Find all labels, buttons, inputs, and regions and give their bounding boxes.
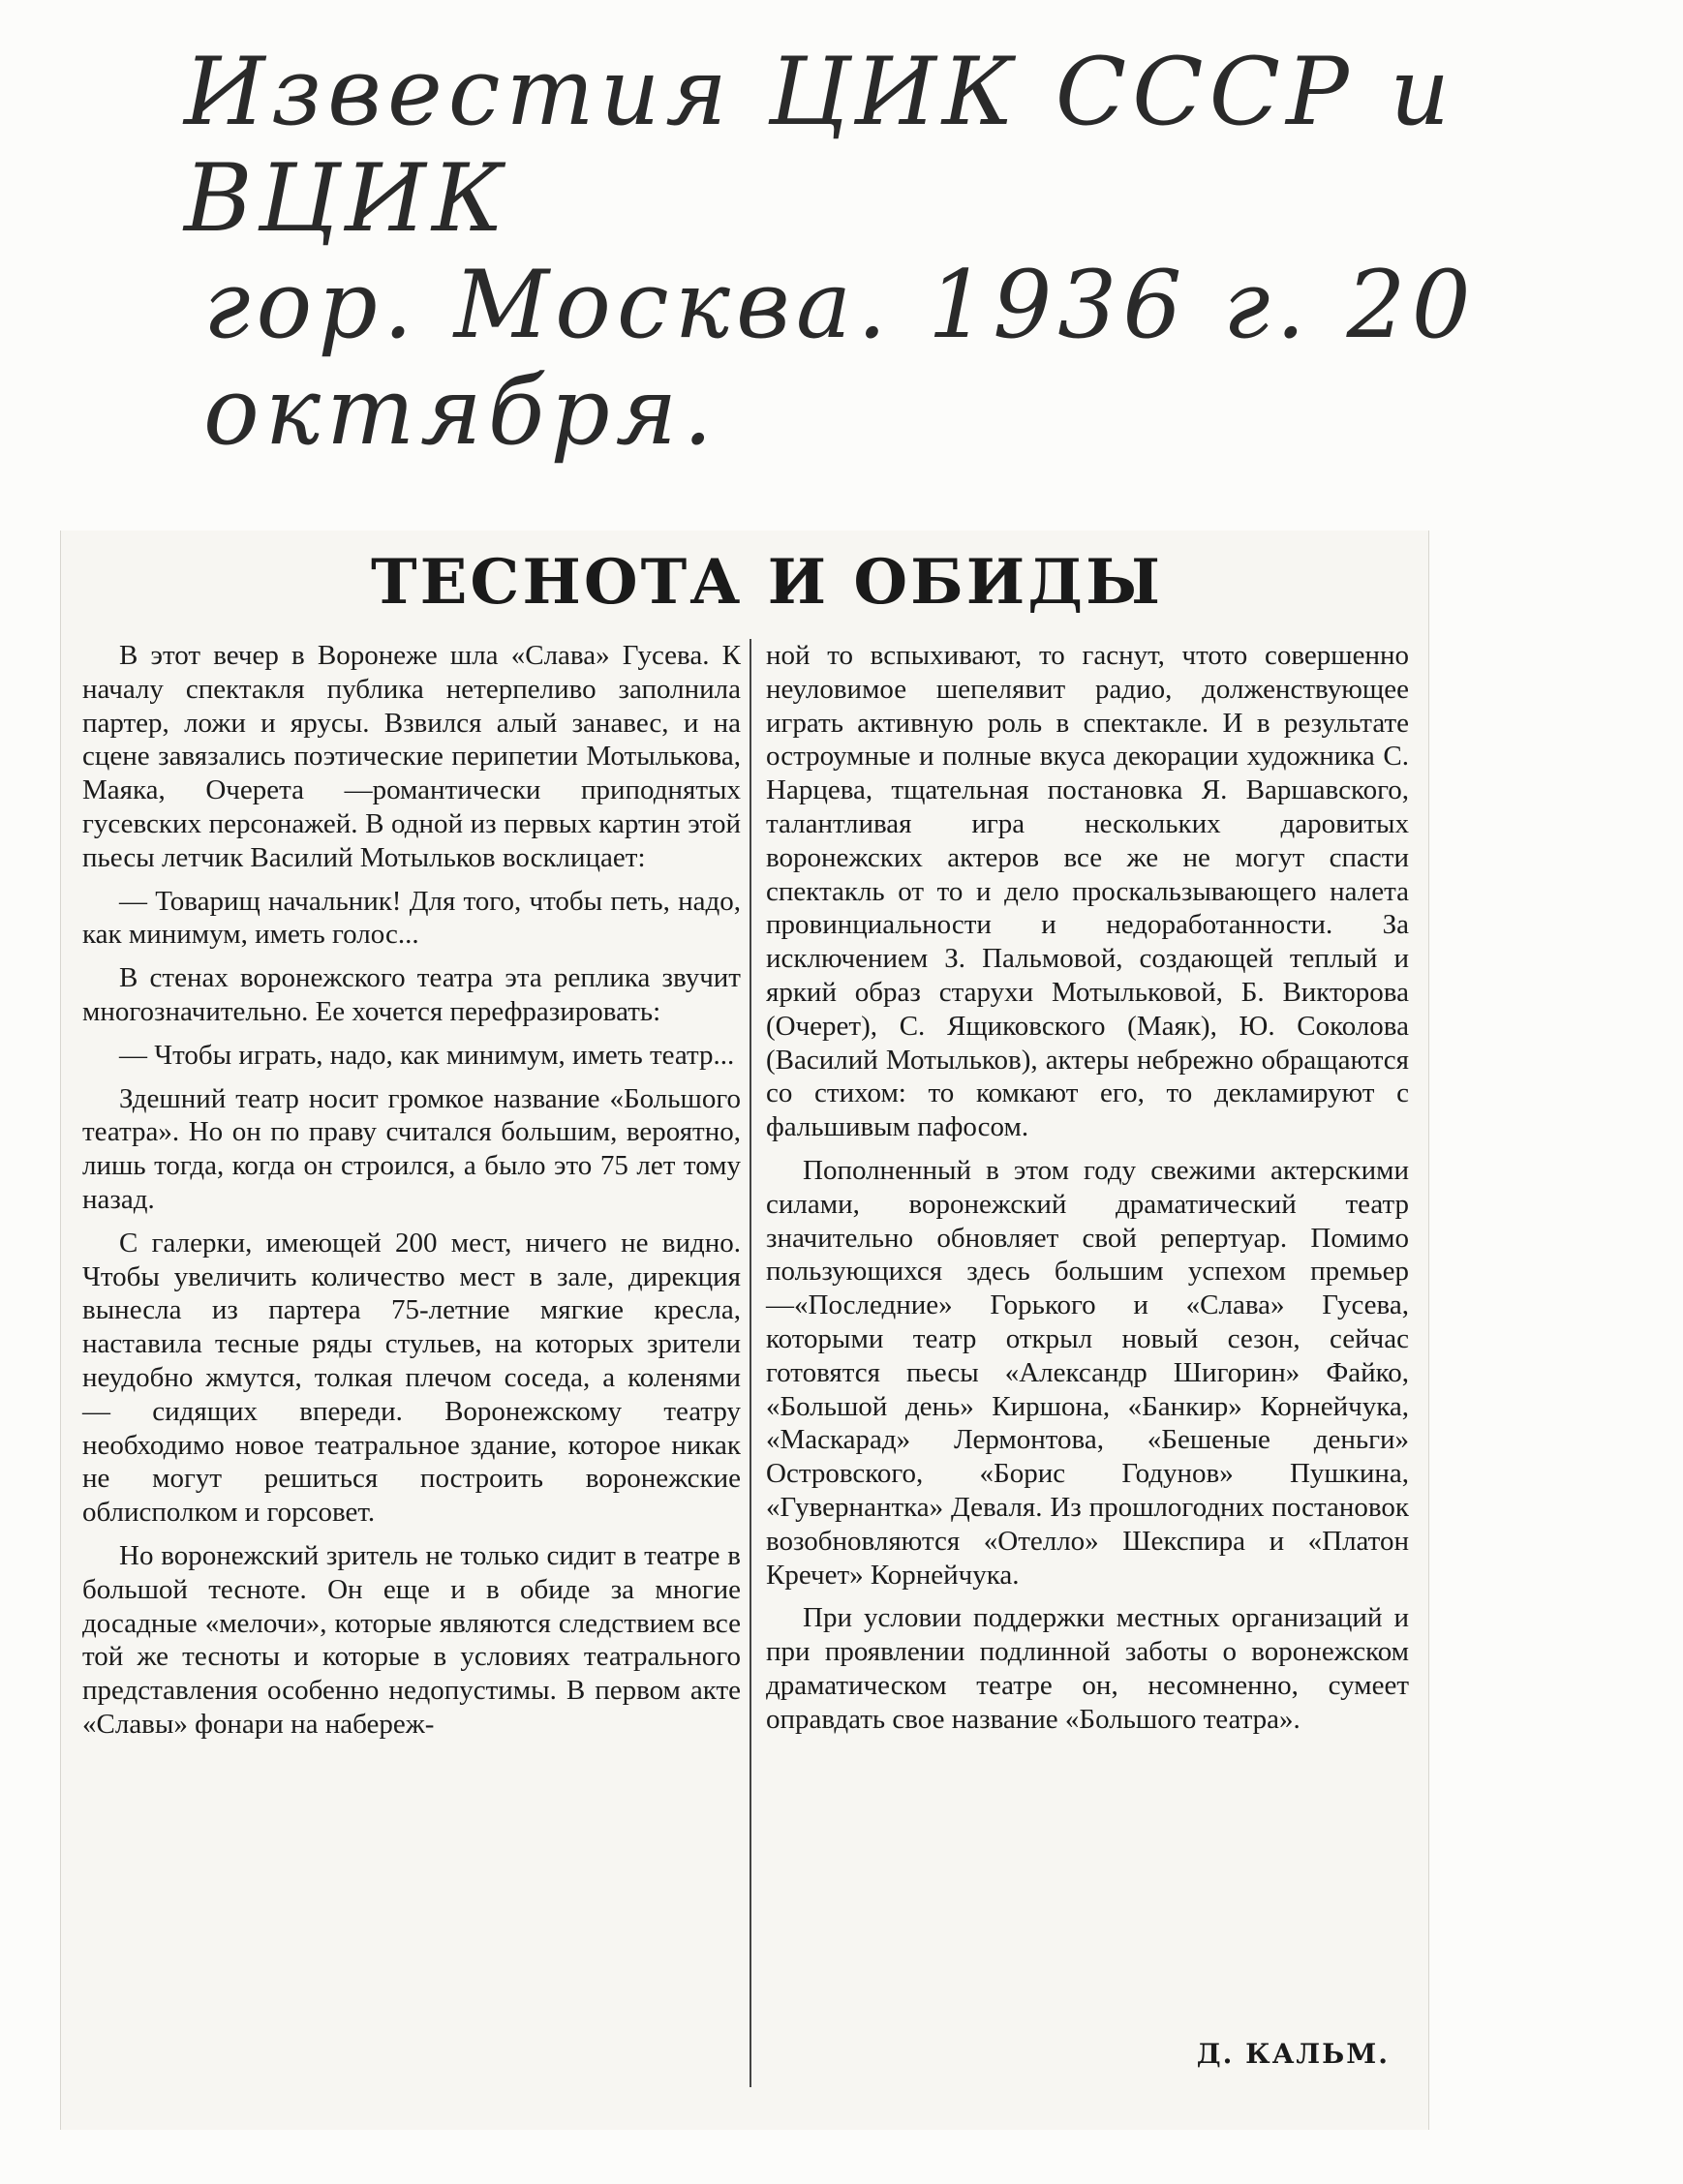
handwritten-source-note xyxy=(145,39,1598,465)
article-column-left xyxy=(82,639,741,1751)
newspaper-clipping xyxy=(60,531,1429,2130)
article-paragraph-continuation: ной то вспыхивают, то гаснут, чтото совершенно неуловимое шепелявит радио, долженствующее играть активную роль в спектакле. И в результате остроумные и полные вкуса декорации художника С. Нарцева, тщательная постановка Я. Варшавского, талантливая игра нескольких даровитых воронежских актеров все же не могут спасти спектакль от то и дело проскальзывающего налета провинциальности и недоработанности. За исключением З. Пальмовой, создающей теплый и яркий образ старухи Мотыльковой, Б. Викторова (Очерет), С. Ящиковского (Маяк), Ю. Соколова (Василий Мотыльков), актеры небрежно обращаются со стихом: то комкают его, то декламируют с фальшивым пафосом. xyxy=(766,640,1409,1143)
column-divider xyxy=(750,639,751,2087)
handwritten-line-2: гор. Москва. 1936 г. 20 октября. xyxy=(203,251,1477,466)
article-paragraph: В стенах воронежского театра эта реплика звучит многозначительно. Ее хочется перефразировать: xyxy=(82,962,741,1027)
article-paragraph: — Товарищ начальник! Для того, чтобы петь, надо, как минимум, иметь голос... xyxy=(82,885,741,951)
article-paragraph: В этот вечер в Воронеже шла «Слава» Гусева. К началу спектакля публика нетерпеливо заполнила партер, ложи и ярусы. Взвился алый занавес, и на сцене завязались поэтические перипетии Мотылькова, Маяка, Очерета —романтически приподнятых гусевских персонажей. В одной из первых картин этой пьесы летчик Василий Мотыльков восклицает: xyxy=(82,640,741,873)
article-column-right xyxy=(766,639,1409,1746)
article-paragraph: — Чтобы играть, надо, как минимум, иметь театр... xyxy=(119,1039,735,1071)
handwritten-line-1: Известия ЦИК СССР и ВЦИК xyxy=(184,38,1456,253)
article-paragraph: Пополненный в этом году свежими актерскими силами, воронежский драматический театр значительно обновляет свой репертуар. Помимо пользующихся здесь большим успехом премьер—«Последние» Горького и «Слава» Гусева, которыми театр открыл новый сезон, сейчас готовятся пьесы «Александр Шигорин» Файко, «Большой день» Киршона, «Банкир» Корнейчука, «Маскарад» Лермонтова, «Бешеные деньги» Островского, «Борис Годунов» Пушкина, «Гувернантка» Деваля. Из прошлогодних постановок возобновляются «Отелло» Шекспира и «Платон Кречет» Корнейчука. xyxy=(766,1154,1409,1591)
article-paragraph: Но воронежский зритель не только сидит в театре в большой тесноте. Он еще и в обиде за многие досадные «мелочи», которые являются следствием все той же тесноты и которые в условиях театрального представления особенно недопустимы. В первом акте «Славы» фонари на набереж- xyxy=(82,1539,741,1740)
article-headline: ТЕСНОТА И ОБИДЫ xyxy=(371,546,1164,619)
article-paragraph: Здешний театр носит громкое название «Большого театра». Но он по праву считался большим, вероятно, лишь тогда, когда он строился, а было это 75 лет тому назад. xyxy=(82,1082,741,1215)
article-paragraph: При условии поддержки местных организаций и при проявлении подлинной заботы о воронежском драматическом театре он, несомненно, сумеет оправдать свое название «Большого театра». xyxy=(766,1602,1409,1735)
author-signature: Д. КАЛЬМ. xyxy=(1196,2038,1390,2070)
article-paragraph: С галерки, имеющей 200 мест, ничего не видно. Чтобы увеличить количество мест в зале, дирекция вынесла из партера 75-летние мягкие кресла, наставила тесные ряды стульев, на которых зрители неудобно жмутся, толкая плечом соседа, а коленями — сидящих впереди. Воронежскому театру необходимо новое театральное здание, которое никак не могут решиться построить воронежские облисполком и горсовет. xyxy=(82,1227,741,1529)
